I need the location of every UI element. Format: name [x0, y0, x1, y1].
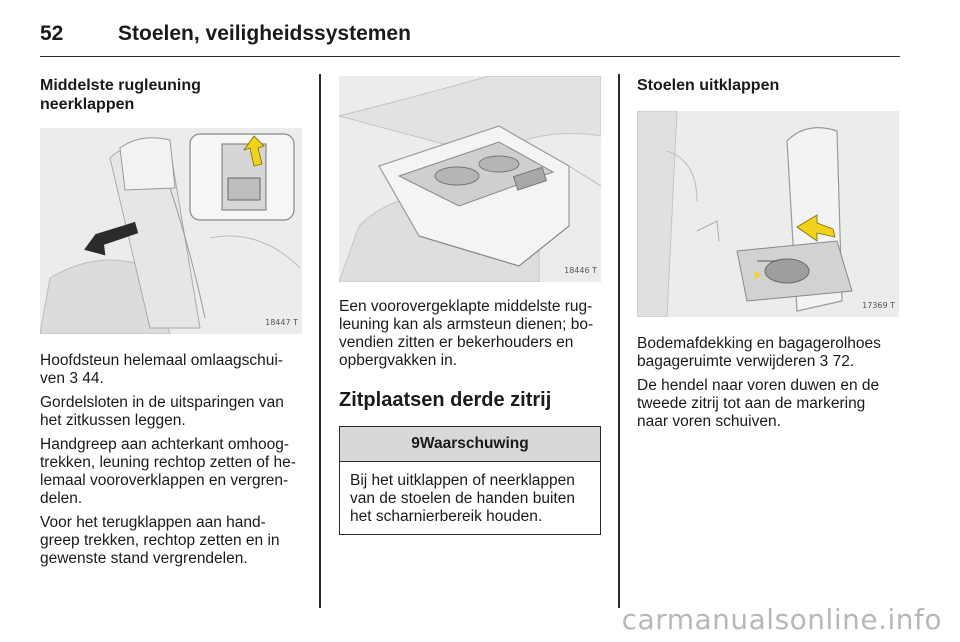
page-number: 52	[40, 22, 64, 45]
section-heading	[40, 76, 302, 114]
warning-box	[339, 426, 601, 535]
page-title: Stoelen, veiligheidssystemen	[118, 22, 411, 45]
paragraph: Handgreep aan achterkant omhoog- trekken, leuning rechtop zetten of he- lemaal vooroverklappen en vergren- delen.	[40, 436, 296, 507]
section-heading: Stoelen uitklappen	[637, 77, 780, 94]
paragraph: Gordelsloten in de uitsparingen van het zitkussen leggen.	[40, 394, 284, 429]
column-3	[637, 76, 901, 437]
column-1	[40, 76, 302, 574]
paragraph: De hendel naar voren duwen en de tweede zitrij tot aan de markering naar voren schuiven.	[637, 377, 880, 430]
figure-seat-unfold	[637, 111, 899, 317]
figure-code: 18446 T	[564, 266, 597, 275]
warning-title: 9Waarschuwing	[340, 427, 600, 462]
page-header	[40, 16, 900, 57]
figure-armrest	[339, 76, 601, 282]
section-heading: Zitplaatsen derde zitrij	[339, 389, 552, 411]
warning-text: Bij het uitklappen of neerklappen van de stoelen de handen buiten het scharnierbereik houden.	[350, 472, 575, 525]
column-divider	[618, 74, 620, 608]
page-ref-arrow-icon: 3	[69, 370, 78, 387]
warning-triangle-icon: 9	[411, 435, 420, 452]
column-divider	[319, 74, 321, 608]
page-ref-arrow-icon: 3	[819, 353, 829, 370]
figure-seat-fold	[40, 128, 302, 334]
paragraph: Bodemafdekking en bagagerolhoes bagageruimte verwijderen 3 72.	[637, 335, 881, 370]
heading-line: Middelste rugleuning	[40, 77, 201, 94]
paragraph: Een voorovergeklapte middelste rug- leuning kan als armsteun dienen; bo- vendien zitten er bekerhouders en opbergvakken in.	[339, 298, 594, 369]
figure-code: 18447 T	[265, 318, 298, 327]
watermark: carmanualsonline.info	[621, 603, 942, 636]
figure-code: 17369 T	[862, 301, 895, 310]
paragraph: Hoofdsteun helemaal omlaagschui- ven 3 44.	[40, 352, 283, 387]
paragraph: Voor het terugklappen aan hand- greep trekken, rechtop zetten en in gewenste stand vergrendelen.	[40, 514, 280, 567]
heading-line: neerklappen	[40, 96, 135, 113]
column-2	[339, 76, 601, 535]
